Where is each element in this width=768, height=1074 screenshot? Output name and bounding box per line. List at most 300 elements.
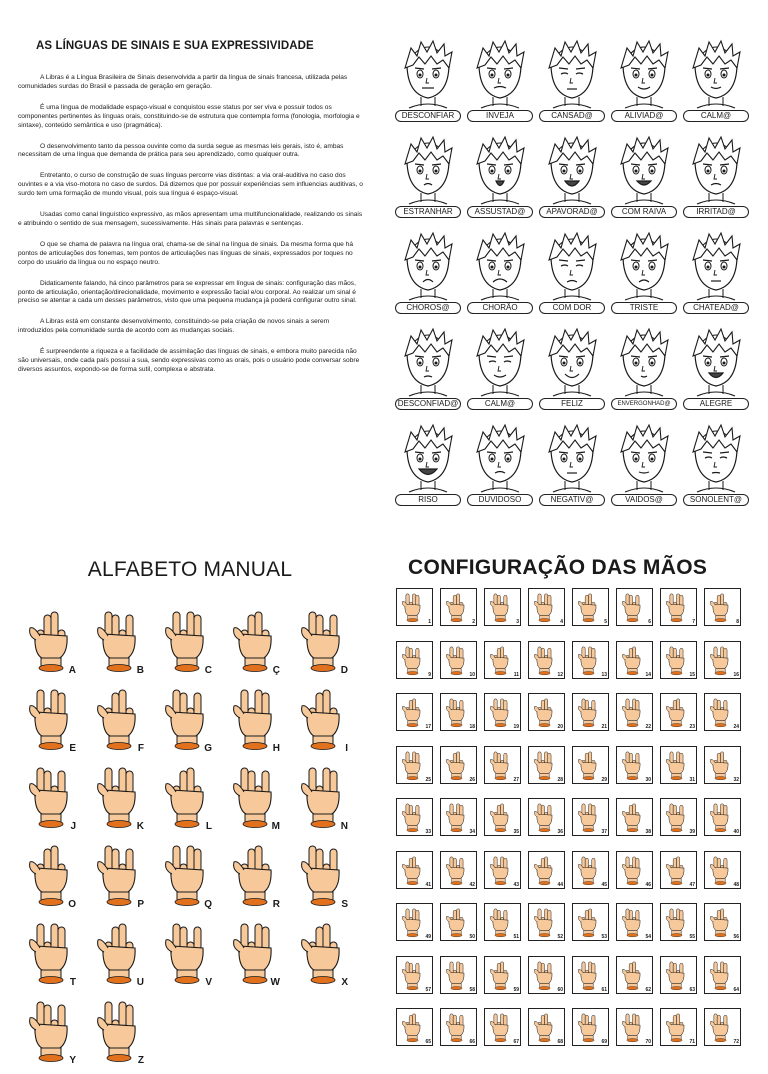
hand-config-icon bbox=[532, 854, 556, 886]
config-number: 15 bbox=[689, 671, 695, 678]
config-number: 69 bbox=[601, 1039, 607, 1045]
config-number: 6 bbox=[648, 619, 651, 625]
alphabet-hand bbox=[20, 840, 84, 918]
face-illustration-icon bbox=[615, 230, 673, 300]
config-cell bbox=[396, 1008, 433, 1046]
config-number: 33 bbox=[425, 829, 431, 835]
config-cell bbox=[528, 1008, 565, 1046]
hand-config-icon bbox=[532, 749, 556, 781]
hand-config-icon bbox=[444, 644, 468, 676]
face-illustration-icon bbox=[471, 326, 529, 396]
config-number: 34 bbox=[469, 829, 475, 835]
alphabet-letter: K bbox=[136, 821, 144, 832]
config-cell bbox=[616, 588, 653, 626]
config-cell bbox=[484, 903, 521, 941]
alphabet-letter: A bbox=[68, 665, 76, 676]
hand-config-icon bbox=[576, 644, 600, 676]
hand-config-icon bbox=[620, 959, 644, 991]
config-number: 19 bbox=[513, 724, 519, 730]
config-cell bbox=[484, 641, 521, 679]
alphabet-letter: R bbox=[272, 899, 280, 910]
hand-sign-icon bbox=[298, 684, 346, 752]
emotion-item bbox=[537, 134, 609, 230]
config-cell bbox=[440, 798, 477, 836]
emotion-item bbox=[393, 134, 465, 230]
face-illustration-icon bbox=[687, 326, 745, 396]
config-number: 12 bbox=[557, 671, 563, 678]
emotion-label: CHATEAD@ bbox=[683, 302, 749, 314]
config-number: 38 bbox=[645, 829, 651, 835]
alphabet-hand bbox=[156, 684, 220, 762]
config-number: 22 bbox=[645, 724, 651, 730]
hand-sign-icon bbox=[26, 762, 74, 830]
emotion-label: FELIZ bbox=[539, 398, 605, 410]
hand-config-icon bbox=[664, 749, 688, 781]
config-number: 3 bbox=[516, 619, 519, 625]
alphabet-hand bbox=[224, 840, 288, 918]
config-number: 58 bbox=[469, 986, 475, 993]
article-body bbox=[18, 74, 366, 375]
hand-config-icon bbox=[532, 906, 556, 938]
face-illustration-icon bbox=[399, 134, 457, 204]
hand-config-icon bbox=[400, 801, 424, 833]
alphabet-letter: H bbox=[272, 743, 280, 754]
config-cell bbox=[484, 746, 521, 784]
hand-config-icon bbox=[708, 959, 732, 991]
face-illustration-icon bbox=[471, 134, 529, 204]
config-cell bbox=[704, 693, 741, 731]
hand-config-icon bbox=[708, 696, 732, 728]
config-number: 42 bbox=[469, 881, 475, 888]
config-number: 30 bbox=[645, 776, 651, 783]
hand-config-icon bbox=[576, 906, 600, 938]
hand-sign-icon bbox=[94, 996, 142, 1064]
config-number: 35 bbox=[513, 829, 519, 835]
emotion-item bbox=[537, 422, 609, 518]
alphabet-hand bbox=[88, 684, 152, 762]
article-paragraph: É surpreendente a riqueza e a facilidade de assimilação das línguas de sinais, e embora muito parecida não são universais, onde cada país possui a sua, sendo expressivas como as orais, pois o usuário pode conversar sobre diversos assuntos, expondo-se de forma sutil, complexa e abstrata. bbox=[18, 348, 360, 373]
alphabet-letter: X bbox=[341, 977, 348, 988]
config-number: 10 bbox=[469, 671, 475, 678]
emotion-item bbox=[393, 326, 465, 422]
hand-config-icon bbox=[532, 696, 556, 728]
face-illustration-icon bbox=[471, 230, 529, 300]
config-cell bbox=[660, 851, 697, 889]
emotion-item bbox=[609, 230, 681, 326]
config-cell bbox=[396, 746, 433, 784]
config-number: 41 bbox=[425, 881, 431, 888]
face-illustration-icon bbox=[399, 422, 457, 492]
hand-config-icon bbox=[620, 644, 644, 676]
config-cell bbox=[704, 588, 741, 626]
article-paragraph: O desenvolvimento tanto da pessoa ouvinte como da surda segue as mesmas leis gerais, isto é, ambas necessitam de uma língua que demanda de prática para seu aprendizado, como qualquer outra. bbox=[18, 142, 344, 159]
alphabet-hand bbox=[88, 606, 152, 684]
hand-config-icon bbox=[488, 854, 512, 886]
alphabet-hand bbox=[156, 840, 220, 918]
config-number: 7 bbox=[692, 619, 695, 625]
config-cell bbox=[572, 588, 609, 626]
hand-config-icon bbox=[400, 591, 424, 623]
hand-sign-icon bbox=[26, 840, 74, 908]
emotion-item bbox=[465, 134, 537, 230]
emotion-label: IRRITAD@ bbox=[683, 206, 749, 218]
config-cell bbox=[660, 641, 697, 679]
hand-config-icon bbox=[576, 749, 600, 781]
config-number: 64 bbox=[733, 986, 739, 993]
config-number: 46 bbox=[645, 881, 651, 888]
emotions-panel bbox=[393, 38, 753, 518]
hand-config-icon bbox=[488, 696, 512, 728]
hand-config-icon bbox=[620, 854, 644, 886]
article-paragraph: Usadas como canal linguístico expressivo, as mãos apresentam uma multifuncionalidade, realizando os sinais e atribuindo o sentido de sua mensagem, sucessivamente. Hás sinais para palavras e sentenças. bbox=[18, 211, 363, 227]
alphabet-letter: M bbox=[271, 821, 280, 832]
config-number: 18 bbox=[469, 724, 475, 730]
alphabet-hand bbox=[20, 762, 84, 840]
hand-sign-icon bbox=[26, 918, 74, 986]
hand-sign-icon bbox=[298, 918, 346, 986]
config-number: 50 bbox=[469, 934, 475, 940]
alphabet-hand bbox=[88, 840, 152, 918]
hand-sign-icon bbox=[94, 840, 142, 908]
emotion-label: TRISTE bbox=[611, 302, 677, 314]
alphabet-letter: B bbox=[136, 665, 144, 676]
article-paragraph: A Libras é a Língua Brasileira de Sinais desenvolvida a partir da língua de sinais francesa, utilizada pelas comunidades surdas do Brasil e passada de geração em geração. bbox=[18, 74, 348, 90]
alphabet-letter: W bbox=[270, 977, 280, 988]
hand-sign-icon bbox=[230, 606, 278, 674]
alphabet-letter: Z bbox=[137, 1055, 144, 1066]
hand-config-icon bbox=[620, 696, 644, 728]
config-cell bbox=[484, 956, 521, 994]
alphabet-letter: C bbox=[204, 665, 212, 676]
hand-config-icon bbox=[576, 591, 600, 623]
alphabet-letter: Y bbox=[69, 1055, 76, 1066]
alphabet-letter: E bbox=[69, 743, 76, 754]
config-number: 37 bbox=[601, 829, 607, 835]
config-cell bbox=[616, 693, 653, 731]
hand-config-icon bbox=[444, 906, 468, 938]
config-cell bbox=[704, 1008, 741, 1046]
alphabet-letter: V bbox=[205, 977, 212, 988]
config-number: 70 bbox=[645, 1039, 651, 1045]
config-cell bbox=[616, 1008, 653, 1046]
config-number: 49 bbox=[425, 934, 431, 940]
config-cell bbox=[616, 851, 653, 889]
config-cell bbox=[660, 1008, 697, 1046]
config-number: 23 bbox=[689, 724, 695, 730]
emotion-label: CHORÃO bbox=[467, 302, 533, 314]
alphabet-hand bbox=[292, 762, 356, 840]
hand-config-icon bbox=[444, 1011, 468, 1043]
config-cell bbox=[660, 956, 697, 994]
alphabet-grid bbox=[20, 606, 360, 1074]
hand-config-icon bbox=[400, 959, 424, 991]
alphabet-letter: Q bbox=[204, 899, 212, 910]
emotion-item bbox=[393, 230, 465, 326]
config-number: 21 bbox=[601, 724, 607, 730]
config-number: 27 bbox=[513, 776, 519, 783]
alphabet-hand bbox=[88, 918, 152, 996]
article-paragraph: O que se chama de palavra na língua oral, chama-se de sinal na língua de sinais. Da mesma forma que há pontos de articulações dos fonemas, tem pontos de articulações nas línguas de sinais, expressados por toques no corpo do usuário da língua ou no espaço neutro. bbox=[18, 240, 354, 266]
config-cell bbox=[704, 641, 741, 679]
config-cell bbox=[440, 903, 477, 941]
face-illustration-icon bbox=[615, 38, 673, 108]
config-cell bbox=[616, 641, 653, 679]
config-cell bbox=[572, 903, 609, 941]
alphabet-letter: I bbox=[345, 743, 348, 754]
config-cell bbox=[528, 956, 565, 994]
config-number: 65 bbox=[425, 1039, 431, 1045]
config-cell bbox=[660, 746, 697, 784]
emotion-item bbox=[537, 38, 609, 134]
config-cell bbox=[528, 693, 565, 731]
config-number: 53 bbox=[601, 934, 607, 940]
emotion-item bbox=[681, 230, 753, 326]
config-cell bbox=[396, 798, 433, 836]
config-cell bbox=[528, 798, 565, 836]
hand-sign-icon bbox=[230, 684, 278, 752]
hand-config-icon bbox=[576, 854, 600, 886]
config-grid bbox=[396, 588, 756, 1061]
config-cell bbox=[528, 746, 565, 784]
hand-config-icon bbox=[664, 644, 688, 676]
config-number: 61 bbox=[601, 986, 607, 993]
hand-config-icon bbox=[488, 644, 512, 676]
hand-config-icon bbox=[708, 854, 732, 886]
alphabet-hand bbox=[224, 684, 288, 762]
hand-config-icon bbox=[400, 906, 424, 938]
manual-alphabet bbox=[20, 558, 360, 1066]
hand-sign-icon bbox=[162, 606, 210, 674]
config-number: 52 bbox=[557, 934, 563, 940]
alphabet-letter: O bbox=[68, 899, 76, 910]
hand-sign-icon bbox=[162, 684, 210, 752]
config-cell bbox=[440, 746, 477, 784]
hand-config-icon bbox=[444, 696, 468, 728]
emotion-label: APAVORAD@ bbox=[539, 206, 605, 218]
hand-config-icon bbox=[444, 591, 468, 623]
article-paragraph: É uma língua de modalidade espaço-visual e conquistou esse status por ser viva e possuir todos os componentes pertinentes às línguas orais, constituindo-se de estrutura que contempla forma (fonologia, morfologia e sintaxe), conteúdo semântica e uso (pragmática). bbox=[18, 103, 360, 129]
config-cell bbox=[484, 1008, 521, 1046]
article-paragraph: Didaticamente falando, há cinco parâmetros para se expressar em língua de sinais: configuração das mãos, ponto de articulação, orientação/direcionalidade, movimento e expressão facial e/ou corporal. Ao realizar um sinal é preciso se atentar a cada um desses parâmetros, visto que uma pequena mudança já poderá configurar outro sinal. bbox=[18, 279, 357, 305]
hand-config-icon bbox=[532, 801, 556, 833]
hand-config-icon bbox=[400, 1011, 424, 1043]
hand-sign-icon bbox=[94, 684, 142, 752]
alphabet-hand bbox=[292, 840, 356, 918]
emotion-label: DESCONFIAD@ bbox=[395, 398, 461, 410]
config-number: 56 bbox=[733, 934, 739, 940]
hand-config-icon bbox=[664, 959, 688, 991]
config-number: 47 bbox=[689, 881, 695, 888]
config-number: 55 bbox=[689, 934, 695, 940]
config-cell bbox=[704, 903, 741, 941]
hand-configurations bbox=[396, 556, 756, 1045]
face-illustration-icon bbox=[543, 134, 601, 204]
config-cell bbox=[440, 1008, 477, 1046]
config-cell bbox=[572, 693, 609, 731]
config-cell bbox=[440, 641, 477, 679]
hand-config-icon bbox=[400, 749, 424, 781]
hand-config-icon bbox=[708, 644, 732, 676]
hand-config-icon bbox=[444, 854, 468, 886]
emotion-item bbox=[681, 422, 753, 518]
alphabet-letter: P bbox=[137, 899, 144, 910]
config-cell bbox=[396, 641, 433, 679]
alphabet-hand bbox=[20, 918, 84, 996]
emotion-label: CHOROS@ bbox=[395, 302, 461, 314]
emotion-item bbox=[465, 38, 537, 134]
hand-config-icon bbox=[400, 644, 424, 676]
emotion-label: ASSUSTAD@ bbox=[467, 206, 533, 218]
emotion-item bbox=[609, 134, 681, 230]
config-cell bbox=[440, 851, 477, 889]
article-paragraph: Entretanto, o curso de construção de suas línguas percorre vias distintas: a via oral-auditiva no caso dos ouvintes e a via viso-motora no caso de surdos. Dá dizemos que por possuir experiências sem influencias auditivas, o surdo tem uma formação de mundo visual, pois sua língua é espaço-visual. bbox=[18, 172, 363, 198]
config-number: 11 bbox=[513, 671, 519, 678]
config-cell bbox=[572, 956, 609, 994]
alphabet-hand bbox=[88, 996, 152, 1074]
emotion-item bbox=[537, 326, 609, 422]
config-cell bbox=[484, 588, 521, 626]
alphabet-hand bbox=[20, 996, 84, 1074]
alphabet-letter: D bbox=[340, 665, 348, 676]
config-cell bbox=[660, 693, 697, 731]
emotion-item bbox=[537, 230, 609, 326]
hand-config-icon bbox=[708, 906, 732, 938]
config-number: 5 bbox=[604, 619, 607, 625]
article-paragraph: A Libras está em constante desenvolvimento, constituindo-se pela criação de novos sinais a serem introduzidos pela comunidade surda de acordo com as mudanças sociais. bbox=[18, 318, 330, 335]
hand-config-icon bbox=[444, 749, 468, 781]
config-number: 51 bbox=[513, 934, 519, 940]
hand-config-icon bbox=[444, 959, 468, 991]
face-illustration-icon bbox=[471, 422, 529, 492]
hand-config-icon bbox=[620, 1011, 644, 1043]
hand-config-icon bbox=[664, 591, 688, 623]
hand-sign-icon bbox=[26, 684, 74, 752]
emotion-label: ALEGRE bbox=[683, 398, 749, 410]
hand-config-icon bbox=[532, 959, 556, 991]
hand-config-icon bbox=[620, 591, 644, 623]
config-cell bbox=[396, 693, 433, 731]
alphabet-hand bbox=[224, 606, 288, 684]
emotion-item bbox=[609, 38, 681, 134]
config-number: 20 bbox=[557, 724, 563, 730]
hand-config-icon bbox=[664, 854, 688, 886]
alphabet-title: ALFABETO MANUAL bbox=[87, 558, 293, 581]
config-title: CONFIGURAÇÃO DAS MÃOS bbox=[408, 556, 708, 579]
hand-sign-icon bbox=[162, 840, 210, 908]
config-cell bbox=[484, 693, 521, 731]
emotion-label: COM DOR bbox=[539, 302, 605, 314]
face-illustration-icon bbox=[543, 230, 601, 300]
emotion-item bbox=[681, 38, 753, 134]
alphabet-hand bbox=[20, 606, 84, 684]
hand-config-icon bbox=[576, 1011, 600, 1043]
config-cell bbox=[572, 746, 609, 784]
alphabet-hand bbox=[156, 762, 220, 840]
article bbox=[18, 40, 366, 387]
hand-sign-icon bbox=[298, 606, 346, 674]
config-cell bbox=[704, 956, 741, 994]
config-number: 1 bbox=[428, 619, 431, 625]
config-number: 31 bbox=[689, 776, 695, 783]
config-number: 4 bbox=[560, 619, 563, 625]
hand-config-icon bbox=[708, 749, 732, 781]
face-illustration-icon bbox=[687, 230, 745, 300]
config-number: 26 bbox=[469, 776, 475, 783]
hand-config-icon bbox=[532, 1011, 556, 1043]
hand-config-icon bbox=[708, 591, 732, 623]
emotion-item bbox=[681, 134, 753, 230]
hand-config-icon bbox=[664, 801, 688, 833]
hand-sign-icon bbox=[230, 762, 278, 830]
config-cell bbox=[572, 641, 609, 679]
config-number: 44 bbox=[557, 881, 563, 888]
hand-config-icon bbox=[488, 591, 512, 623]
hand-config-icon bbox=[620, 749, 644, 781]
config-cell bbox=[528, 851, 565, 889]
config-number: 36 bbox=[557, 829, 563, 835]
config-number: 57 bbox=[425, 986, 431, 993]
config-number: 62 bbox=[645, 986, 651, 993]
config-cell bbox=[528, 588, 565, 626]
emotion-label: ENVERGONHAD@ bbox=[611, 398, 677, 410]
config-number: 63 bbox=[689, 986, 695, 993]
face-illustration-icon bbox=[687, 38, 745, 108]
hand-config-icon bbox=[532, 644, 556, 676]
face-illustration-icon bbox=[399, 38, 457, 108]
face-illustration-icon bbox=[615, 422, 673, 492]
config-number: 39 bbox=[689, 829, 695, 835]
alphabet-letter: N bbox=[340, 821, 348, 832]
hand-sign-icon bbox=[26, 606, 74, 674]
face-illustration-icon bbox=[687, 422, 745, 492]
hand-config-icon bbox=[400, 696, 424, 728]
alphabet-letter: F bbox=[137, 743, 144, 754]
config-cell bbox=[396, 956, 433, 994]
config-number: 68 bbox=[557, 1039, 563, 1045]
config-cell bbox=[660, 903, 697, 941]
config-number: 14 bbox=[645, 671, 651, 678]
emotion-label: RISO bbox=[395, 494, 461, 506]
config-cell bbox=[660, 588, 697, 626]
alphabet-hand bbox=[292, 684, 356, 762]
face-illustration-icon bbox=[399, 230, 457, 300]
emotion-item bbox=[393, 38, 465, 134]
config-cell bbox=[572, 851, 609, 889]
config-number: 28 bbox=[557, 776, 563, 783]
alphabet-hand bbox=[292, 918, 356, 996]
config-number: 40 bbox=[733, 829, 739, 835]
hand-config-icon bbox=[444, 801, 468, 833]
hand-sign-icon bbox=[162, 762, 210, 830]
hand-config-icon bbox=[488, 749, 512, 781]
config-number: 13 bbox=[601, 671, 607, 678]
config-number: 2 bbox=[472, 619, 475, 625]
config-number: 43 bbox=[513, 881, 519, 888]
config-number: 29 bbox=[601, 776, 607, 783]
config-number: 24 bbox=[733, 724, 739, 730]
config-number: 72 bbox=[733, 1039, 739, 1045]
hand-config-icon bbox=[620, 906, 644, 938]
hand-config-icon bbox=[708, 801, 732, 833]
hand-config-icon bbox=[576, 801, 600, 833]
emotion-label: NEGATIV@ bbox=[539, 494, 605, 506]
config-cell bbox=[616, 956, 653, 994]
config-number: 66 bbox=[469, 1039, 475, 1045]
hand-config-icon bbox=[488, 959, 512, 991]
emotion-label: COM RAIVA bbox=[611, 206, 677, 218]
face-illustration-icon bbox=[615, 326, 673, 396]
config-number: 17 bbox=[425, 724, 431, 730]
